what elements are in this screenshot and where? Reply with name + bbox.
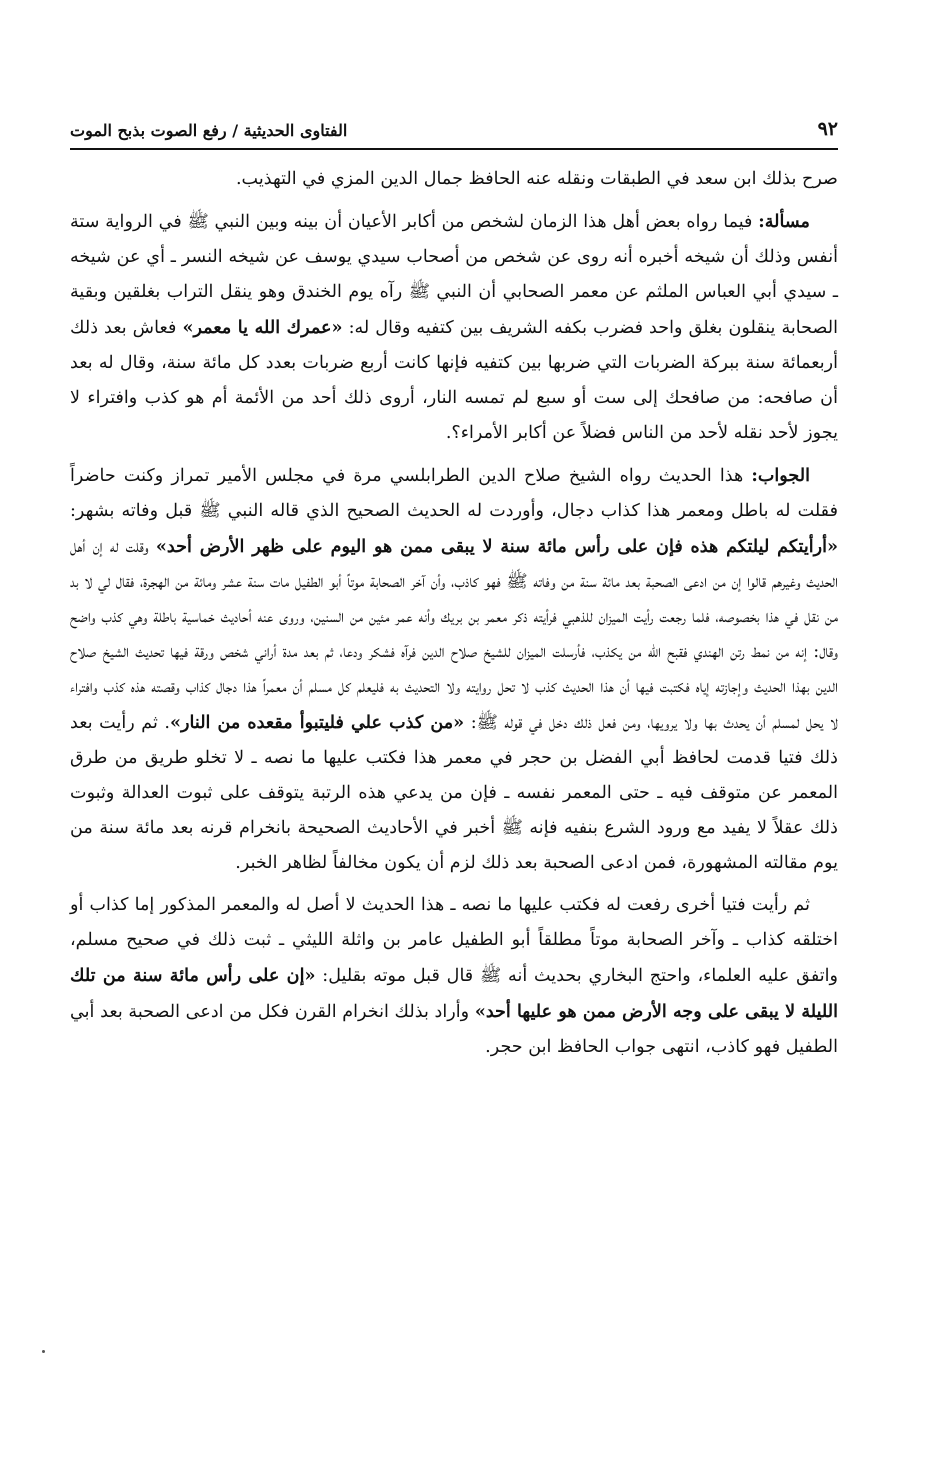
answer-hadith-1: «أرأيتكم ليلتكم هذه فإن على رأس مائة سنة لا يبقى ممن هو اليوم على ظهر الأرض أحد» <box>155 536 839 557</box>
paragraph-question <box>70 204 838 451</box>
page-body <box>70 162 838 1065</box>
paragraph-continuation <box>70 162 838 197</box>
running-header <box>70 118 838 150</box>
paragraph-text: صرح بذلك ابن سعد في الطبقات ونقله عنه الحافظ جمال الدين المزي في التهذيب. <box>235 169 838 189</box>
question-term: مسألة: <box>758 211 810 232</box>
answer-term: الجواب: <box>751 465 810 486</box>
page-number: ٩٢ <box>817 118 838 140</box>
book-page <box>70 118 838 1072</box>
answer-text-part-3: . ثم رأيت بعد ذلك فتيا قدمت لحافظ أبي الفضل بن حجر في معمر هذا فكتب عليها ما نصه ـ لا تخلو طريق من طرق المعمر عن متوقف فيه ـ حتى المعمر نفسه ـ فإن من يدعي هذه الرتبة يتوقف على ثبوت العدالة وثبوت ذلك عقلاً لا يفيد مع ورود الشرع بنفيه فإنه ﷺ أخبر في الأحاديث الصحيحة بانخرام قرنه بعد مائة سنة من يوم مقالته المشهورة، فمن ادعى الصحبة بعد ذلك لزم أن يكون مخالفاً لظاهر الخبر. <box>70 713 838 873</box>
answer-hadith-2: «من كذب علي فليتبوأ مقعده من النار» <box>170 712 465 733</box>
second-fatwa-hadith: «إن على رأس مائة سنة من تلك الليلة لا يبقى على وجه الأرض ممن هو عليها أحد» <box>70 965 838 1022</box>
running-title: الفتاوى الحديثية / رفع الصوت بذبح الموت <box>70 121 348 140</box>
second-fatwa-text-part-1: ثم رأيت فتيا أخرى رفعت له فكتب عليها ما نصه ـ هذا الحديث لا أصل له والمعمر المذكور إما كذاب أو اختلقه كذاب ـ وآخر الصحابة موتاً مطلقاً أبو الطفيل عامر بن واثلة الليثي ـ ثبت ذلك في صحيح مسلم، واتفق عليه العلماء، واحتج البخاري بحديث أنه ﷺ قال قبل موته بقليل: <box>70 895 838 986</box>
question-quote: «عمرك الله يا معمر» <box>182 317 343 338</box>
paragraph-answer <box>70 458 838 881</box>
answer-text-part-2: وقلت له إن أهل الحديث وغيرهم قالوا إن من ادعى الصحبة بعد مائة سنة من وفاته ﷺ فهو كاذب، وأن آخر الصحابة موتاً أبو الطفيل مات سنة عشر ومائة من الهجرة، فقال لي لا بد من نقل في هذا بخصوصه، فلما رجعت رأيت الميزان للذهبي فرأيته ذكر معمر بن بريك وأنه عمر مئين من السنين، وروى عنه أحاديث خماسية باطلة وهي كذب واضح وقال: إنه من نمط رتن الهندي فقبح الله من يكذب، فأرسلت الميزان للشيخ صلاح الدين فرآه فشكر ودعا، ثم بعد مدة أراني شخص ورقة فيها تحديث الشيخ صلاح الدين بهذا الحديث وإجازته إياه فكتبت فيها أن هذا الحديث كذب لا تحل روايته ولا التحديث به فليعلم كل مسلم أن معمراً هذا دجال كذاب وقصته هذه كذب وافتراء لا يحل لمسلم أن يحدث بها ولا يرويها، ومن فعل ذلك دخل في قوله ﷺ: <box>70 537 838 733</box>
answer-text-part-1: هذا الحديث رواه الشيخ صلاح الدين الطرابلسي مرة في مجلس الأمير تمراز وكنت حاضراً فقلت له باطل ومعمر هذا كذاب دجال، وأوردت له الحديث الصحيح الذي قاله النبي ﷺ قبل وفاته بشهر: <box>70 466 838 521</box>
paragraph-second-fatwa <box>70 888 838 1065</box>
question-text-part-2: فعاش بعد ذلك أربعمائة سنة ببركة الضربات التي ضربها بين كتفيه فإنها كانت أربع ضربات بعدد كل مائة سنة، وقال له بعد أن صافحه: من صافحك إلى ست أو سبع لم تمسه النار، أروى ذلك أحد من الأئمة أم هو كذب وافتراء لا يجوز لأحد نقله لأحد من الناس فضلاً عن أكابر الأمراء؟. <box>70 318 838 443</box>
second-fatwa-text-part-2: وأراد بذلك انخرام القرن فكل من ادعى الصحبة بعد أبي الطفيل فهو كاذب، انتهى جواب الحافظ ابن حجر. <box>70 1002 838 1057</box>
scan-speck <box>42 1350 45 1353</box>
question-text-part-1: فيما رواه بعض أهل هذا الزمان لشخص من أكابر الأعيان أن بينه وبين النبي ﷺ في الرواية ستة أنفس وذلك أن شيخه أخبره أنه روى عن شخص من أصحاب سيدي يوسف عن شيخه النسر ـ أي عن شيخه ـ سيدي أبي العباس الملثم عن معمر الصحابي أن النبي ﷺ رآه يوم الخندق وهو ينقل التراب بغلقين وبقية الصحابة ينقلون بغلق واحد فضرب بكفه الشريف بين كتفيه وقال له: <box>70 212 838 338</box>
